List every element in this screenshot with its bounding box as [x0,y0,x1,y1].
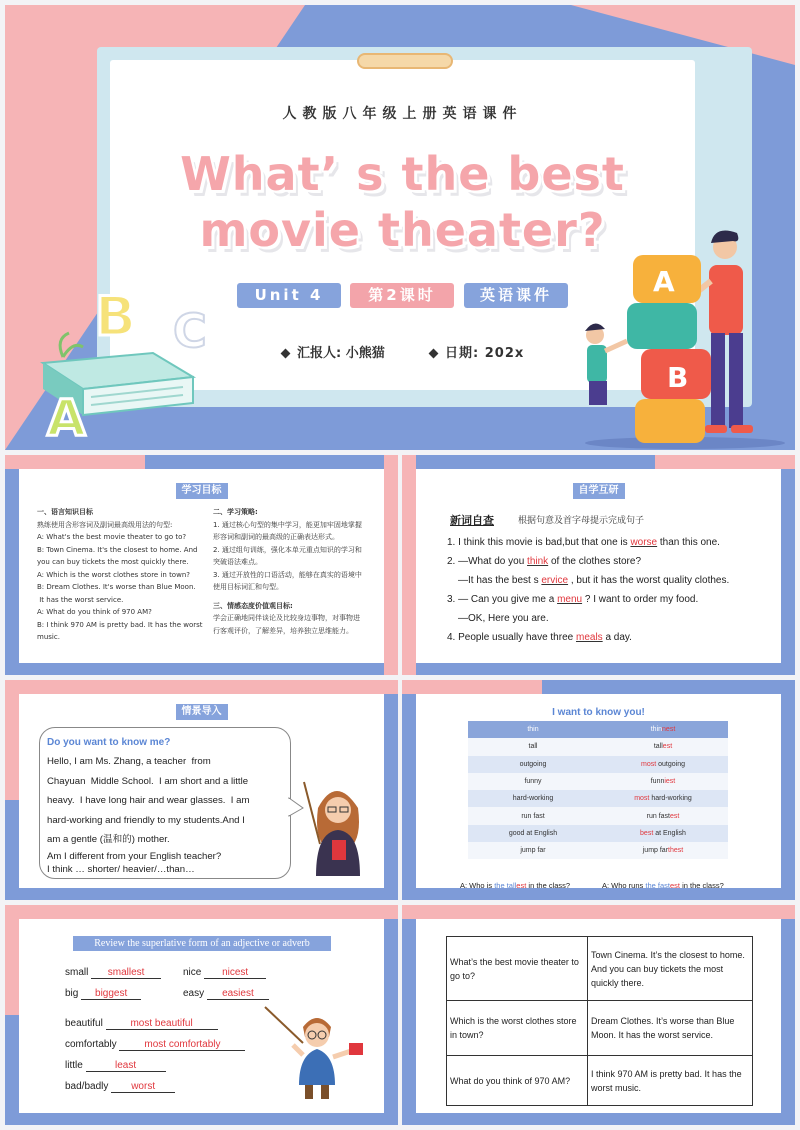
table-row: outgoing most outgoing [468,756,728,773]
deco-letter-b: B [95,285,137,348]
sentence-1: 1. I think this movie is bad,but that one is worse than this one. [447,537,720,548]
cover-subtitle: 人教版八年级上册英语课件 [282,106,523,122]
instruction-text: 根据句意及首字母提示完成句子 [518,516,645,526]
cover-slide [5,5,795,450]
table-row: What’s the best movie theater to go to? Town Cinema. It’s the closest to home. And you can buy tickets the most quickly there. [447,937,753,1001]
cover-title-line1: What’ s the best [180,147,625,201]
qa-table [446,936,753,1106]
table-row: Which is the worst clothes store in town? Dream Clothes. It’s worse than Blue Moon. It has the worst service. [447,1001,753,1056]
reporter-label: 汇报人: 小熊猫 [282,342,385,361]
intro-slide [5,680,398,900]
pointing-teacher-illustration [263,1005,368,1105]
words-slide [402,455,795,675]
lesson-tag: 第2课时 [350,283,454,308]
bubble-question: Do you want to know me? [47,737,171,748]
sentence-2: 2. —What do you think of the clothes store? [447,556,642,567]
blocks-people-illustration [575,225,790,450]
bubble-text: Hello, I am Ms. Zhang, a teacher from Chayuan Middle School. I am short and a little heavy. I have long hair and wear glasses. I am hard-working and friendly to my students.And I am a gentle (温和的) mother. Am I different from your English teacher? I think … shorter/ heavier/…than… [47,756,250,875]
table-row: thin thinnest [468,721,728,738]
table-row: good at English best at English [468,825,728,842]
block-letter-b: B [667,361,689,394]
date-label: 日期: 202x [430,342,524,361]
table-heading: I want to know you! [552,707,645,718]
goals-slide [5,455,398,675]
teacher-illustration [300,780,375,880]
deco-letter-c: C [173,304,207,358]
strategy-goals: 二、学习策略: 1. 通过核心句型的集中学习，能更加牢固地掌握 形容词和副词的最高级的正确表达形式。 2. 通过组句训练，强化本单元重点知识的学习和 突破语法难点。 3. 通过开放性的口语活动，能够在真实的语境中 使用目标词汇和句型。 三、情感态度价值观目标: 学会正确地同伴谈论及比较身边事物，对事物进 行客观评价，了解差异，培养独立思维能力。 [213,508,362,635]
sentence-3: 3. — Can you give me a menu ? I want to order my food. [447,594,699,605]
course-tag: 英语课件 [464,283,568,308]
block-letter-a: A [653,265,675,298]
deco-letter-a: A [47,389,86,447]
paper-clip-icon [357,53,453,69]
qa-slide [402,905,795,1125]
cover-title-line2: movie theater? [199,203,606,257]
diamond-icon [281,349,291,359]
superlative-table-slide [402,680,795,900]
table-row: funny funniest [468,773,728,790]
sentence-4: 4. People usually have three meals a day. [447,632,632,643]
example-right: A: Who runs the fastest in the class? [602,881,724,890]
slide-banner: 学习目标 [176,483,228,499]
diamond-icon [429,349,439,359]
sentence-3b: —OK, Here you are. [458,613,549,624]
language-goals: 一、语言知识目标 熟练使用含形容词及副词最高级用法的句型: A: What's the best movie theater to go to? B: Town Cinema. It's the closest to home. And you can buy tickets the most quickly there. A: Which is the worst clothes store in town? B: Dream Clothes. It's worse than Blue Moon. It has the worst service. A: What do you think of 970 AM? B: I think 970 AM is pretty bad. It has the worst music. [37,508,203,641]
table-row: jump far jump farthest [468,842,728,859]
comparison-table [468,721,728,859]
slide-banner: 自学互研 [573,483,625,499]
table-row: tall tallest [468,738,728,755]
table-row: hard-working most hard-working [468,790,728,807]
review-slide: Review the superlative form of an adjective or adverb small smallest nice nicest big biggest easy easiest beautiful most beautiful comfortably most comfortably little least bad/badly worst [5,905,398,1125]
book-letters-illustration [33,265,233,445]
example-left: A: Who is the tallest in the class? [460,881,571,890]
table-row: run fast run fastest [468,807,728,824]
slide-banner: 情景导入 [176,704,228,720]
table-row: What do you think of 970 AM? I think 970 AM is pretty bad. It has the worst music. [447,1056,753,1106]
review-banner: Review the superlative form of an adjective or adverb [73,936,331,951]
section-heading: 新词自查 [450,514,494,527]
unit-tag: Unit 4 [237,283,341,308]
sentence-2b: —It has the best s ervice , but it has the worst quality clothes. [458,575,730,586]
